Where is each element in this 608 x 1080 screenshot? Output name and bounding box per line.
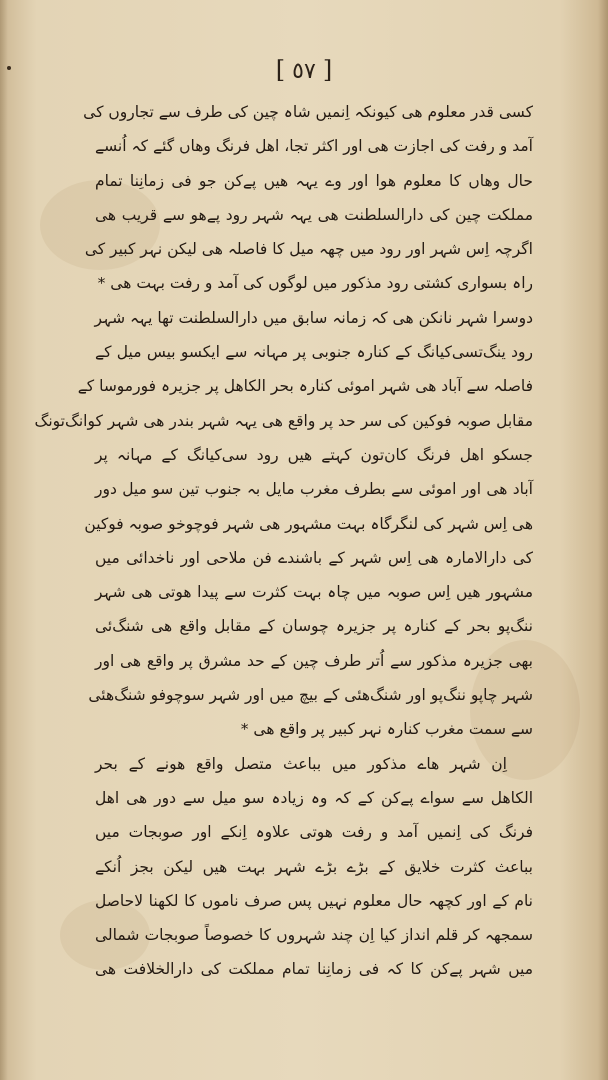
text-line: نام کے اور کچھہ حال معلوم نہیں پس صرف ناموں کا لکھنا لاحاصل	[95, 891, 533, 910]
page-number-bracket-open: [	[275, 56, 286, 84]
page-number-value: ٥٧	[292, 59, 316, 84]
text-line: رود ینگ‌تسی‌کیانگ کے کنارہ جنوبی پر مہانہ سے ایکسو بیس میل کے	[95, 343, 533, 362]
body-text	[34, 95, 534, 987]
text-line: فاصلہ سے آباد ھی شہر اموئی کنارہ بحر الکاھل پر جزیرہ فورموسا کے	[77, 377, 533, 396]
text-line: راہ بسواری کشتی رود مذکور میں لوگوں کی آمد و رفت بہت ھی *	[97, 274, 533, 293]
text-line: آمد و رفت کی اجازت ھی اور اکثر تجا، اھل فرنگ وھاں گئے کہ اُنسے	[95, 137, 533, 156]
text-line: مقابل صوبہ فوکین کی سر حد پر واقع ھی یہہ شہر بندر ھی شہر کوانگ‌تونگ	[34, 411, 533, 430]
text-line: ھی اِس شہر کی لنگرگاہ بہت مشہور ھی شہر فوچوخو صوبہ فوکین	[84, 514, 533, 533]
text-line: ننگ‌پو بحر کے کنارہ پر جزیرہ چوسان کے مقابل واقع ھی شنگ‌ئی	[95, 617, 533, 636]
text-line: کی دارالامارہ ھی اِس شہر کے باشندے فن ملاحی اور ناخدائی میں	[95, 548, 534, 567]
text-line: بھی جزیرہ مذکور سے اُتر طرف چین کے حد مشرق پر واقع ھی اور	[95, 651, 533, 670]
text-line: شہر چاپو ننگ‌پو اور شنگ‌ھئی کے بیچ میں اور شہر سوچوفو شنگ‌ھئی	[88, 686, 533, 705]
page-edge-shadow-right	[598, 0, 608, 1080]
text-line: الکاھل سے سواے پےکن کے کہ وہ زیادہ سو میل سے دور ھی اھل	[95, 788, 533, 807]
text-line: حال وھاں کا معلوم ھوا اور وے یہہ ھیں پےکن جو فی زمانِنا تمام	[95, 171, 533, 190]
text-line: دوسرا شہر نانکن ھی کہ زمانہ سابق میں دارالسلطنت تھا یہہ شہر	[94, 308, 533, 327]
text-line: مشہور ھیں اِس صوبہ میں چاہ بہت کثرت سے پیدا ھوتی ھی شہر	[95, 583, 533, 602]
text-line: فرنگ کی اِنمیں آمد و رفت ھوتی علاوہ اِنکے اور صوبجات میں	[95, 823, 533, 842]
text-line: آباد ھی اور اموئی سے بطرف مغرب مایل بہ جنوب تین سو میل دور	[95, 480, 533, 499]
page-number-bracket-close: ]	[322, 56, 333, 84]
text-line: سے سمت مغرب کنارہ نہر کبیر پر واقع ھی *	[240, 720, 533, 739]
text-line: بباعث کثرت خلایق کے بڑے بڑے شہر بہت ھیں لیکن بجز اُنکے	[95, 857, 533, 876]
text-line: سمجھہ کر قلم انداز کیا اِن چند شہروں کا خصوصاً صوبجات شمالی	[95, 926, 533, 945]
page-edge-shadow-left	[0, 0, 8, 1080]
text-line: میں شہر پےکن کا کہ فی زمانِنا تمام مملکت کی دارالخلافت ھی	[95, 960, 533, 979]
text-line: مملکت چین کی دارالسلطنت ھی یہہ شہر رود پےھو سے قریب ھی	[95, 205, 533, 224]
text-line: اِن شہر ھاے مذکور میں بباعث متصل واقع ھونے کے بحر	[95, 754, 507, 773]
page-number	[0, 56, 608, 84]
text-line: کسی قدر معلوم ھی کیونکہ اِنمیں شاہ چین کی طرف سے تجاروں کی	[83, 103, 533, 121]
text-line: اگرچہ اِس شہر اور رود میں چھہ میل کا فاصلہ ھی لیکن نہر کبیر کی	[84, 240, 533, 259]
text-line: جسکو اھل فرنگ کان‌تون کہتے ھیں رود سی‌کیانگ کے مہانہ پر	[95, 445, 533, 464]
